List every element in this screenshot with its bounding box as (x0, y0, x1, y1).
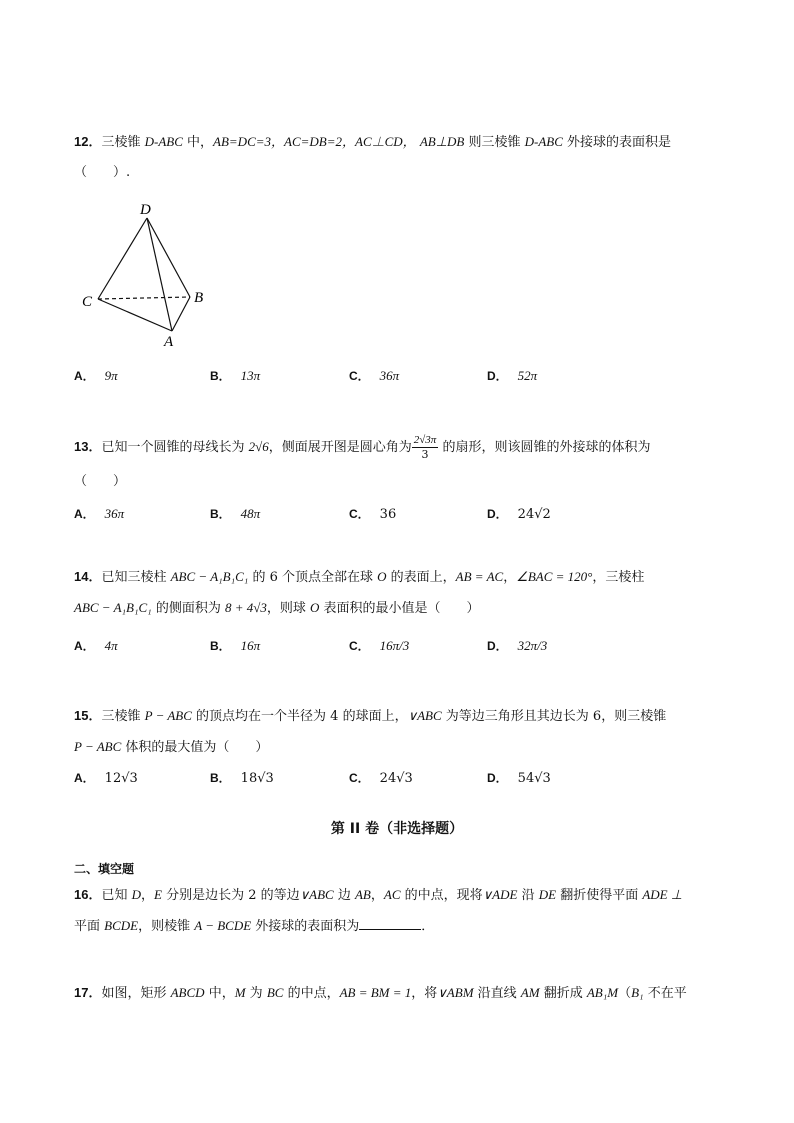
q15-line1: 15．三棱锥 P − ABC 的顶点均在一个半径为 4 的球面上，∨ABC 为等边三角形且其边长为 6，则三棱锥 (74, 708, 667, 724)
q12-option-b[interactable]: B． 13π (210, 368, 261, 383)
answer-blank[interactable] (359, 917, 421, 930)
q13-option-c[interactable]: C． 36 (349, 507, 397, 522)
question-number: 16． (74, 887, 102, 902)
q15-line2: P − ABC 体积的最大值为（ ） (74, 739, 269, 755)
q13-option-d[interactable]: D． 24√2 (487, 507, 551, 522)
q12-option-a[interactable]: A． 9π (74, 368, 118, 383)
q17-line1: 17．如图，矩形 ABCD 中，M 为 BC 的中点，AB = BM = 1，将∨ABM 沿直线 AM 翻折成 AB₁M（B₁ 不在平 (74, 985, 687, 1001)
q13-line1: 13．已知一个圆锥的母线长为 2√6，侧面展开图是圆心角为 $\frac{2√3\pi}{3}$ 的扇形，则该圆锥的外接球的体积为 (74, 434, 651, 461)
question-number: 14． (74, 569, 102, 584)
tetrahedron-figure (78, 198, 218, 348)
edge-CA (98, 299, 172, 331)
vertex-label-A: A (164, 334, 174, 348)
question-number: 17． (74, 985, 102, 1000)
q12-line2: （ ）. (74, 165, 131, 180)
edge-CB (98, 297, 190, 299)
q12-text: 三棱锥 (101, 135, 145, 150)
q14-option-c[interactable]: C． 16π/3 (349, 638, 410, 653)
question-number: 15． (74, 708, 102, 723)
q14-option-d[interactable]: D． 32π/3 (487, 638, 548, 653)
vertex-label-D: D (140, 202, 151, 218)
edge-BA (172, 297, 190, 331)
q14-line2: ABC − A₁B₁C₁ 的侧面积为 8 + 4√3，则球 O 表面积的最小值是（ ） (74, 600, 480, 616)
q15-option-b[interactable]: B． 18√3 (210, 771, 274, 786)
q15-option-c[interactable]: C． 24√3 (349, 771, 413, 786)
subsection-title: 二、填空题 (74, 862, 135, 876)
central-angle-fraction: $\frac{2√3\pi}{3}$ (413, 434, 437, 461)
q13-line2: （ ） (74, 474, 127, 489)
q16-line2: 平面 BCDE，则棱锥 A − BCDE 外接球的表面积为 ． (74, 918, 435, 934)
q16-line1: 16．已知 D，E 分别是边长为 2 的等边∨ABC 边 AB，AC 的中点，现将∨ADE 沿 DE 翻折使得平面 ADE ⊥ (74, 887, 683, 903)
q12-line1: 12．三棱锥 D-ABC 中，AB=DC=3，AC=DB=2，AC⊥CD， AB⊥DB 则三棱锥 D-ABC 外接球的表面积是 (74, 134, 672, 150)
q12-option-d[interactable]: D． 52π (487, 368, 538, 383)
q13-option-a[interactable]: A． 36π (74, 506, 125, 521)
q13-option-b[interactable]: B． 48π (210, 506, 261, 521)
section-title: 第 II 卷（非选择题） (330, 821, 464, 837)
question-number: 13． (74, 439, 102, 454)
vertex-label-B: B (194, 290, 204, 306)
q14-option-b[interactable]: B． 16π (210, 638, 261, 653)
edge-DB (147, 218, 190, 297)
edge-DC (98, 218, 147, 299)
vertex-label-C: C (82, 294, 93, 310)
q14-line1: 14．已知三棱柱 ABC − A₁B₁C₁ 的 6 个顶点全部在球 O 的表面上，AB = AC，∠BAC = 120°，三棱柱 (74, 569, 645, 585)
q15-option-a[interactable]: A． 12√3 (74, 771, 138, 786)
q12-option-c[interactable]: C． 36π (349, 368, 400, 383)
question-number: 12． (74, 134, 102, 149)
q14-option-a[interactable]: A． 4π (74, 638, 118, 653)
q15-option-d[interactable]: D． 54√3 (487, 771, 551, 786)
edge-DA (147, 218, 172, 331)
